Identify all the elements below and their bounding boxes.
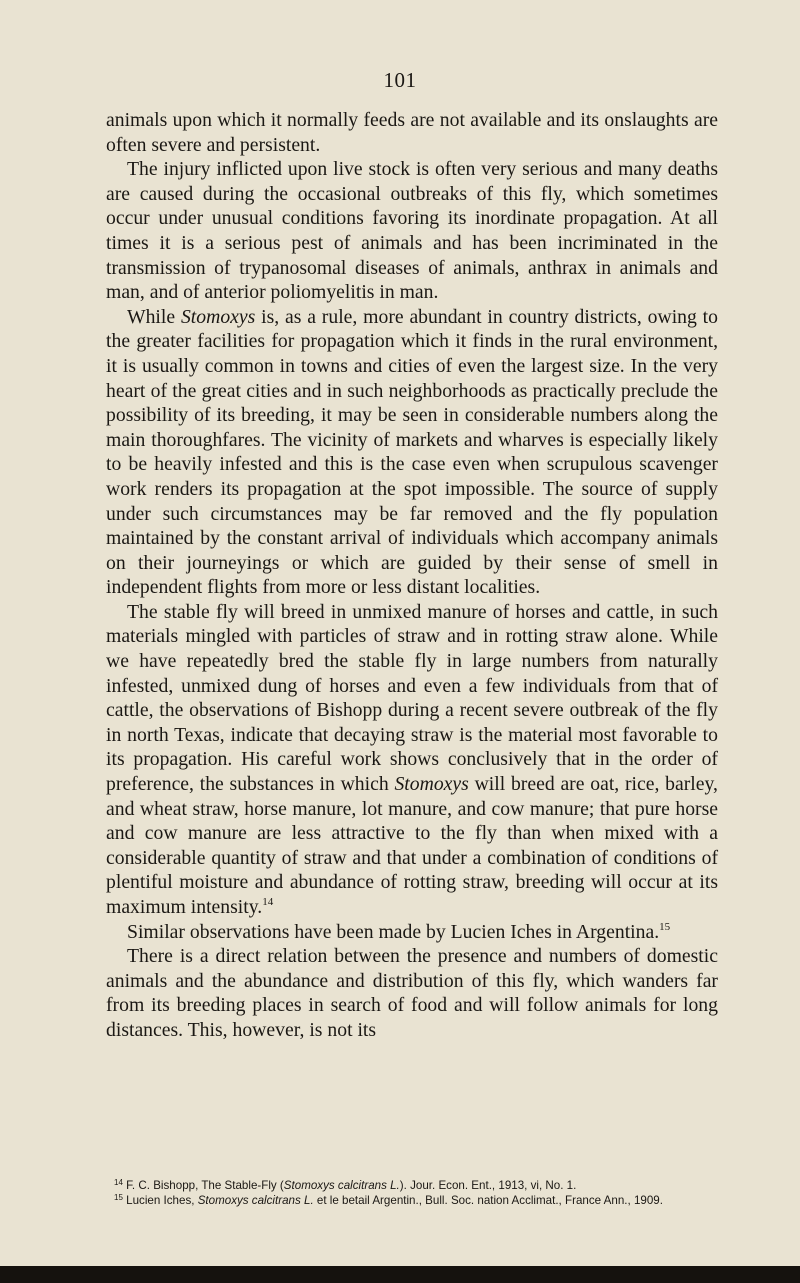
paragraph: There is a direct relation between the presence and numbers of domestic animals and the abundance and distribution of this fly, which wanders far from its breeding places in search of food and will follow animals for long distances. This, however, is not its <box>106 945 718 1041</box>
footnote-ref[interactable]: 15 <box>659 920 671 933</box>
paragraph-text: The stable fly will breed in unmixed manure of horses and cattle, in such materials mingled with particles of straw and in rotting straw alone. While we have repeatedly bred the stable fly in large numbers from naturally infested, unmixed dung of horses and even a few individuals from that of cattle, the observations of Bishopp during a recent severe outbreak of the fly in north Texas, indicate that decaying straw is the material most favorable to its propagation. His careful work shows conclusively that in the order of preference, the substances in which <box>106 600 718 796</box>
paragraph-lead: While <box>127 305 181 328</box>
footnote <box>106 1194 718 1209</box>
footnote <box>106 1179 718 1194</box>
footnote-text: ). Jour. Econ. Ent., 1913, vi, No. 1. <box>399 1179 577 1192</box>
species-name: Stomoxys <box>180 305 256 328</box>
footnotes <box>106 1179 718 1208</box>
species-name: Stomoxys calcitrans L. <box>283 1179 400 1192</box>
paragraph <box>106 305 718 600</box>
footnote-text: et le betail Argentin., Bull. Soc. nation Acclimat., France Ann., 1909. <box>313 1193 663 1207</box>
footnote-text: Lucien Iches, <box>126 1193 198 1207</box>
page-number: 101 <box>383 68 417 92</box>
paragraph-text: Similar observations have been made by Lucien Iches in Argentina. <box>127 920 660 943</box>
paragraph-text: is, as a rule, more abundant in country districts, owing to the greater facilities for propagation which it finds in the rural environment, it is usually common in towns and cities of even the largest size. In the very heart of the great cities and in such neighborhoods as practically preclude the possibility of its breeding, it may be seen in considerable numbers along the main thoroughfares. The vicinity of markets and wharves is especially likely to be heavily infested and this is the case even when scrupulous scavenger work renders its propagation at the spot impossible. The source of supply under such circumstances may be far removed and the fly population maintained by the constant arrival of individuals which accompany animals on their journeyings or which are guided by their sense of smell in independent flights from more or less distant localities. <box>106 305 718 599</box>
paragraph: The injury inflicted upon live stock is often very serious and many deaths are caused during the occasional outbreaks of this fly, which sometimes occur under unusual conditions favoring its inordinate propagation. At all times it is a serious pest of animals and has been incriminated in the transmission of trypanosomal diseases of animals, anthrax in animals and man, and of anterior poliomyelitis in man. <box>106 158 718 304</box>
paragraph-text: will breed are oat, rice, barley, and wheat straw, horse manure, lot manure, and cow manure; that pure horse and cow manure are less attractive to the fly than when mixed with a considerable quantity of straw and that under a combination of conditions of plentiful moisture and abundance of rotting straw, breeding will occur at its maximum intensity. <box>106 773 718 918</box>
paragraph: animals upon which it normally feeds are not available and its onslaughts are often severe and persistent. <box>106 109 718 156</box>
footnote-mark: 15 <box>114 1192 123 1202</box>
paragraph <box>106 600 718 920</box>
species-name: Stomoxys <box>394 773 469 796</box>
footnote-ref[interactable]: 14 <box>262 896 274 908</box>
scan-edge <box>0 1266 800 1283</box>
body-text <box>106 108 718 1043</box>
footnote-text: F. C. Bishopp, The Stable-Fly ( <box>126 1179 284 1192</box>
species-name: Stomoxys calcitrans L. <box>197 1193 314 1207</box>
paragraph <box>106 920 718 945</box>
footnote-mark: 14 <box>114 1178 123 1187</box>
